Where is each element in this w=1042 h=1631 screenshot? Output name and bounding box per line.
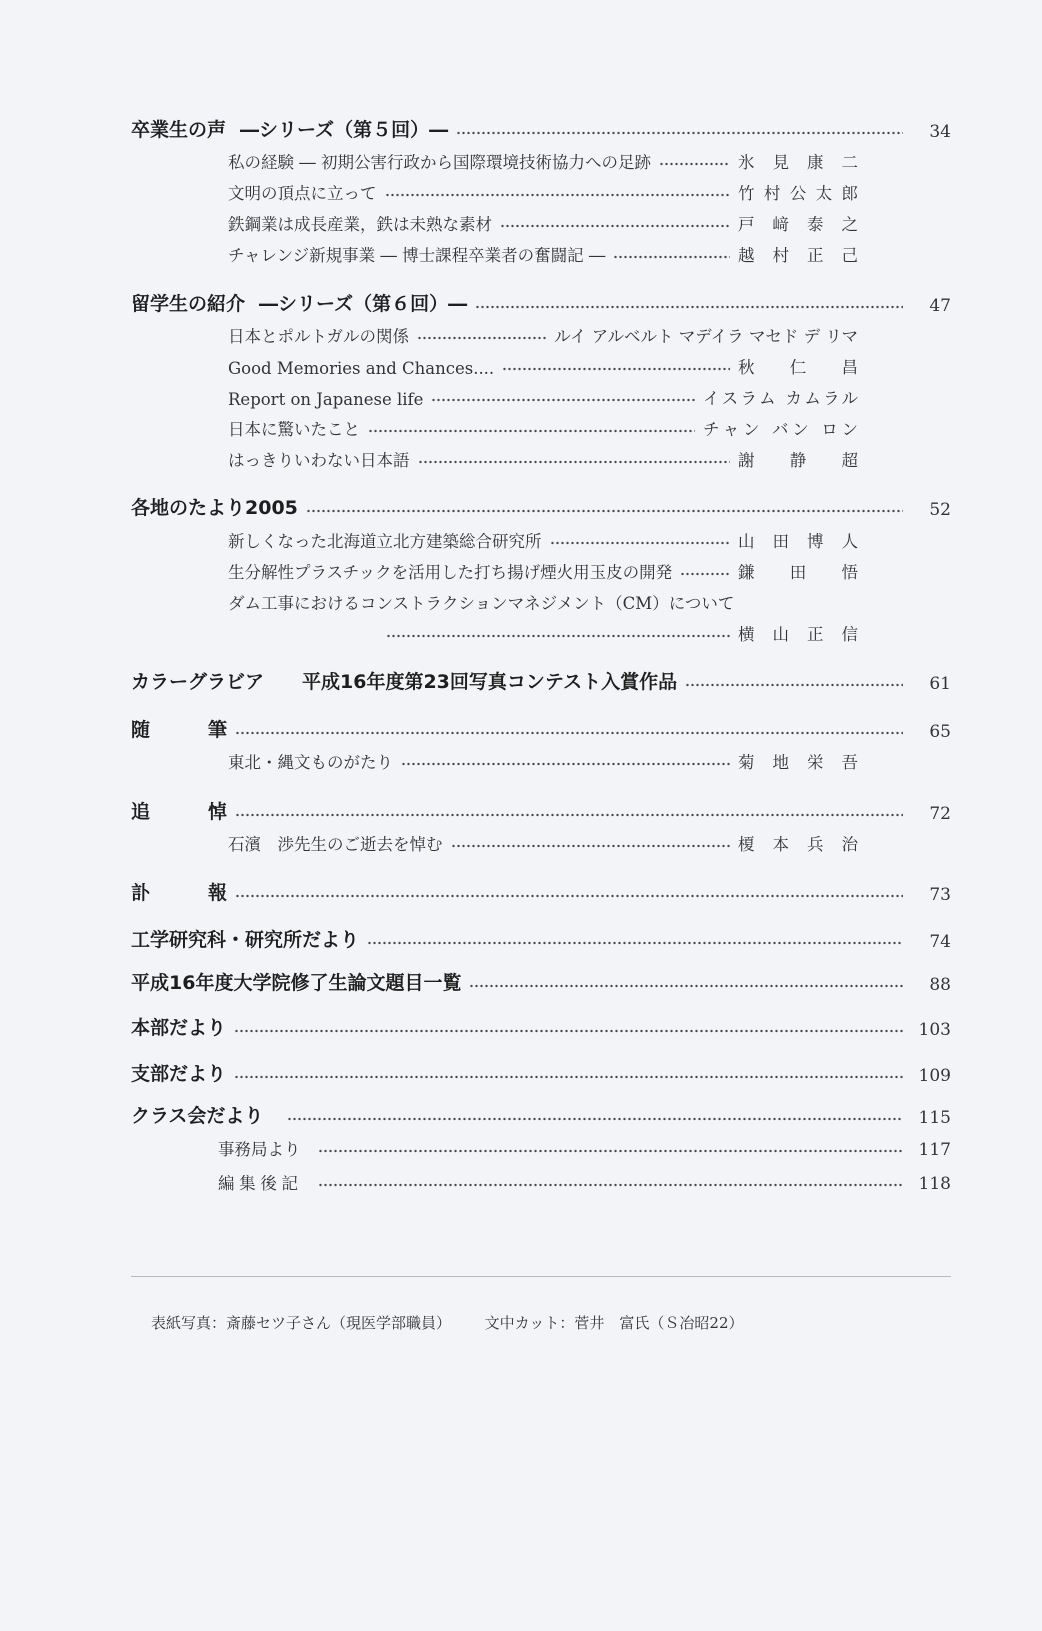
section-title: クラス会だより (131, 1105, 264, 1127)
entry-author: 山田博人 (738, 532, 858, 551)
entry-title: 生分解性プラスチックを活用した打ち揚げ煙火用玉皮の開発 (228, 563, 673, 582)
page-number: 34 (929, 122, 951, 142)
toc-entry[interactable] (228, 526, 858, 552)
page-number: 117 (918, 1140, 951, 1160)
cut-illustration-credit: 文中カット：菅井 富氏（Ｓ冶昭22） (484, 1314, 744, 1332)
dot-leader (318, 1182, 903, 1188)
entry-author: 謝静超 (738, 451, 858, 470)
section-title: 随筆 (131, 719, 227, 741)
page-number: 47 (929, 296, 951, 316)
entry-author: ルイ アルベルト マデイラ マセド デ リマ (554, 327, 858, 346)
toc-entry[interactable] (228, 147, 858, 173)
dot-leader (685, 682, 903, 688)
toc-entry[interactable] (228, 414, 858, 440)
dot-leader (235, 812, 903, 818)
entry-author: 氷見康二 (738, 153, 858, 172)
entry-title: チャレンジ新規事業 ― 博士課程卒業者の奮闘記 ― (228, 246, 606, 265)
toc-entry[interactable] (218, 1168, 951, 1194)
entry-author: 横山正信 (738, 625, 858, 644)
dot-leader (500, 223, 730, 229)
page-number: 115 (918, 1108, 951, 1128)
page-number: 109 (918, 1066, 951, 1086)
section-title: 平成16年度大学院修了生論文題目一覧 (131, 972, 462, 994)
page-number: 65 (929, 722, 951, 742)
entry-author: 榎本兵治 (738, 835, 858, 854)
entry-author: 越村正己 (738, 246, 858, 265)
entry-author: 戸﨑泰之 (738, 215, 858, 234)
entry-title: 新しくなった北海道立北方建築総合研究所 (228, 532, 542, 551)
toc-entry[interactable] (228, 178, 858, 204)
dot-leader (401, 761, 730, 767)
dot-leader (475, 304, 903, 310)
divider (131, 1276, 951, 1277)
toc-entry[interactable] (228, 829, 858, 855)
toc-entry[interactable] (228, 747, 858, 773)
section-subtitle: 平成16年度第23回写真コンテスト入賞作品 (302, 671, 678, 693)
toc-entry[interactable] (228, 209, 858, 235)
section-title: 工学研究科・研究所だより (131, 929, 360, 951)
toc-entry[interactable] (228, 557, 858, 583)
toc-entry[interactable] (228, 383, 858, 409)
page-number: 72 (929, 804, 951, 824)
section-title: 本部だより (131, 1017, 227, 1039)
section-title: 卒業生の声 (131, 119, 227, 141)
section-heading[interactable] (131, 1100, 951, 1128)
dot-leader (306, 508, 903, 514)
page-number: 61 (929, 674, 951, 694)
section-title: 追悼 (131, 801, 227, 823)
toc-entry[interactable] (218, 1134, 951, 1160)
dot-leader (431, 397, 695, 403)
section-heading[interactable] (131, 492, 951, 520)
dot-leader (417, 335, 546, 341)
toc-entry[interactable] (228, 240, 858, 266)
dot-leader (659, 161, 730, 167)
dot-leader (451, 843, 731, 849)
entry-title: 東北・縄文ものがたり (228, 753, 393, 772)
section-heading[interactable] (131, 796, 951, 824)
entry-author: 鎌田悟 (738, 563, 858, 582)
dot-leader (235, 730, 903, 736)
entry-title: ダム工事におけるコンストラクションマネジメント（CM）について (228, 594, 735, 613)
page-number: 73 (929, 885, 951, 905)
section-title: 支部だより (131, 1063, 227, 1085)
entry-author: 秋仁昌 (738, 358, 858, 377)
section-heading[interactable] (131, 666, 951, 694)
entry-title: 石濱 渉先生のご逝去を悼む (228, 835, 443, 854)
dot-leader (550, 540, 731, 546)
entry-author: 菊地栄吾 (738, 753, 858, 772)
entry-title: 文明の頂点に立って (228, 184, 377, 203)
dot-leader (287, 1116, 903, 1122)
page-number: 118 (918, 1174, 951, 1194)
section-title: 訃報 (131, 882, 227, 904)
section-heading[interactable] (131, 1058, 951, 1086)
entry-title: Good Memories and Chances.... (228, 359, 495, 378)
dot-leader (318, 1148, 903, 1154)
entry-title: 事務局より (218, 1140, 301, 1159)
dot-leader (234, 1074, 903, 1080)
page-number: 88 (929, 975, 951, 995)
entry-title: 私の経験 ― 初期公害行政から国際環境技術協力への足跡 (228, 153, 651, 172)
entry-author: 竹村公太郎 (738, 184, 858, 203)
dot-leader (386, 633, 730, 639)
entry-title: 編集後記 (218, 1174, 298, 1193)
dot-leader (418, 459, 731, 465)
dot-leader (385, 192, 731, 198)
section-heading[interactable] (131, 1012, 951, 1040)
dot-leader (456, 130, 903, 136)
section-heading[interactable] (131, 924, 951, 952)
dot-leader (469, 983, 903, 989)
dot-leader (680, 571, 730, 577)
entry-author: チャン バン ロン (703, 420, 858, 439)
entry-title: Report on Japanese life (228, 390, 424, 409)
section-title: 各地のたより2005 (131, 497, 298, 519)
toc-entry[interactable] (228, 445, 858, 471)
page-number: 74 (929, 932, 951, 952)
section-heading[interactable] (131, 114, 951, 142)
toc-entry-title-line[interactable] (228, 588, 858, 614)
entry-author: イスラム カムラル (703, 389, 858, 408)
page-number: 103 (918, 1020, 951, 1040)
entry-title: 日本とポルトガルの関係 (228, 327, 410, 346)
photo-credits (151, 1312, 744, 1333)
dot-leader (367, 940, 903, 946)
section-subtitle: ―シリーズ（第６回）― (259, 293, 468, 315)
toc-entry-leader-line[interactable] (228, 619, 858, 645)
dot-leader (502, 366, 730, 372)
dot-leader (234, 1028, 903, 1034)
toc-entry[interactable] (228, 352, 858, 378)
section-title: 留学生の紹介 (131, 293, 246, 315)
toc-entry[interactable] (228, 321, 858, 347)
section-heading[interactable] (131, 967, 951, 995)
section-heading[interactable] (131, 714, 951, 742)
entry-title: はっきりいわない日本語 (228, 451, 410, 470)
entry-title: 鉄鋼業は成長産業，鉄は未熟な素材 (228, 215, 492, 234)
section-heading[interactable] (131, 877, 951, 905)
dot-leader (235, 893, 903, 899)
page-number: 52 (929, 500, 951, 520)
cover-photo-credit: 表紙写真：斎藤セツ子さん（現医学部職員） (151, 1314, 452, 1332)
section-heading[interactable] (131, 288, 951, 316)
section-title: カラーグラビア (131, 671, 265, 693)
dot-leader (368, 428, 695, 434)
entry-title: 日本に驚いたこと (228, 420, 360, 439)
dot-leader (613, 254, 730, 260)
section-subtitle: ―シリーズ（第５回）― (240, 119, 449, 141)
